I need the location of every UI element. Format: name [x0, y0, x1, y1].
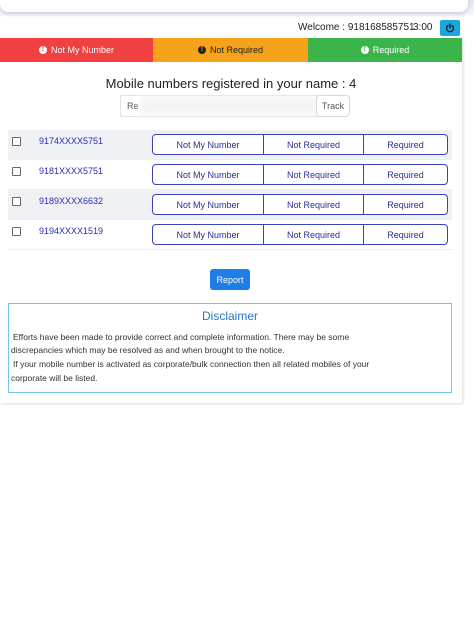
required-button[interactable]: Required	[364, 194, 448, 215]
legend-required	[308, 38, 462, 62]
not-required-button[interactable]: Not Required	[264, 224, 364, 245]
legend-label: Not My Number	[50, 45, 114, 55]
table-row	[8, 130, 452, 160]
legend-label: Not Required	[209, 45, 264, 55]
row-checkbox[interactable]	[12, 167, 21, 176]
mobile-number: 9174XXXX5751	[39, 136, 104, 146]
status-button-group	[152, 224, 448, 245]
row-checkbox[interactable]	[12, 227, 21, 236]
not-my-number-button[interactable]: Not My Number	[152, 134, 264, 155]
required-button[interactable]: Required	[364, 134, 448, 155]
track-button[interactable]: Track	[316, 95, 350, 117]
row-checkbox[interactable]	[12, 197, 21, 206]
table-row	[8, 220, 452, 250]
disclaimer-line: If your mobile number is activated as corporate/bulk connection then all related mobiles of your	[13, 359, 370, 369]
required-button[interactable]: Required	[364, 224, 448, 245]
welcome-bar	[0, 18, 474, 38]
power-icon	[445, 23, 455, 33]
status-legend	[0, 38, 462, 62]
not-required-button[interactable]: Not Required	[264, 164, 364, 185]
mobile-number: 9189XXXX6632	[39, 196, 104, 206]
not-my-number-button[interactable]: Not My Number	[152, 164, 264, 185]
status-button-group	[152, 194, 448, 215]
legend-label: Required	[372, 45, 410, 55]
disclaimer-line: discrepancies which may be resolved as and when brought to the notice.	[11, 345, 285, 355]
info-icon: !	[198, 46, 206, 54]
numbers-table	[8, 130, 452, 250]
empty-area	[0, 405, 474, 633]
not-my-number-button[interactable]: Not My Number	[152, 224, 264, 245]
disclaimer-line: Efforts have been made to provide correct and complete information. There may be some	[13, 332, 350, 342]
redacted-area	[140, 97, 320, 115]
not-required-button[interactable]: Not Required	[264, 134, 364, 155]
not-required-button[interactable]: Not Required	[264, 194, 364, 215]
top-strip	[0, 0, 474, 16]
disclaimer-box	[8, 303, 452, 393]
table-row	[8, 190, 452, 220]
logout-button[interactable]	[440, 20, 460, 36]
report-button[interactable]: Report	[210, 269, 250, 290]
row-checkbox[interactable]	[12, 137, 21, 146]
info-icon: !	[39, 46, 47, 54]
mobile-number: 9181XXXX5751	[39, 166, 104, 176]
welcome-text: Welcome : 918168585751	[298, 22, 415, 33]
main-card	[0, 38, 462, 403]
legend-not-required	[153, 38, 308, 62]
disclaimer-line: corporate will be listed.	[11, 373, 98, 383]
status-button-group	[152, 134, 448, 155]
legend-not-my-number	[0, 38, 153, 62]
info-icon: !	[361, 46, 369, 54]
top-card-edge	[0, 0, 468, 12]
time-text: 3:00	[413, 22, 433, 33]
required-button[interactable]: Required	[364, 164, 448, 185]
disclaimer-title: Disclaimer	[201, 309, 258, 323]
page-title: Mobile numbers registered in your name : 4	[105, 76, 357, 91]
mobile-number: 9194XXXX1519	[39, 226, 104, 236]
not-my-number-button[interactable]: Not My Number	[152, 194, 264, 215]
status-button-group	[152, 164, 448, 185]
table-row	[8, 160, 452, 190]
